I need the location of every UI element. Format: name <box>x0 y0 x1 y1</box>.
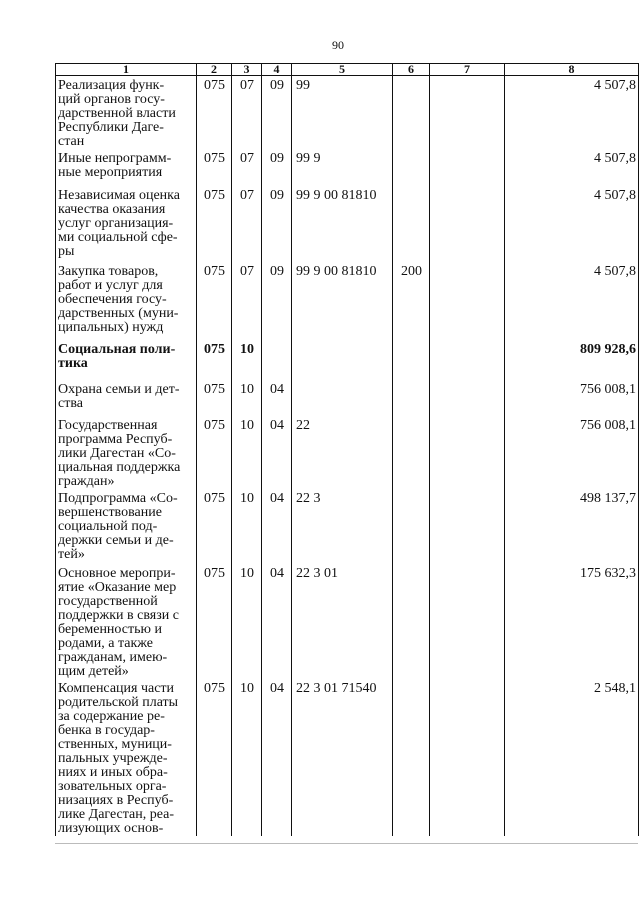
row-name-cell: Подпрограмма «Со- вершенствование социальной под- держки семьи и де- тей» <box>56 489 197 564</box>
code-cell-3: 07 <box>232 149 262 186</box>
code-cell-3: 10 <box>232 564 262 679</box>
table-row <box>56 380 639 416</box>
column-header: 1 <box>56 64 197 76</box>
code-cell-4: 04 <box>262 489 292 564</box>
row-name-cell: Охрана семьи и дет- ства <box>56 380 197 416</box>
code-cell-5 <box>292 380 393 416</box>
code-cell-7 <box>430 76 505 150</box>
row-name-cell: Компенсация части родительской платы за содержание ре- бенка в государ- ственных, муници- пальных учрежде- ниях и иных обра- зовательных орга- низациях в Респуб- лике Дагестан, реа- лизующих основ- <box>56 679 197 836</box>
code-cell-3: 10 <box>232 340 262 380</box>
code-cell-2: 075 <box>197 679 232 836</box>
code-cell-3: 07 <box>232 262 262 340</box>
table-row <box>56 149 639 186</box>
code-cell-7 <box>430 679 505 836</box>
column-header: 5 <box>292 64 393 76</box>
code-cell-4: 09 <box>262 149 292 186</box>
code-cell-2: 075 <box>197 489 232 564</box>
code-cell-5: 99 9 <box>292 149 393 186</box>
code-cell-3: 10 <box>232 489 262 564</box>
code-cell-4: 04 <box>262 564 292 679</box>
page-number: 90 <box>332 38 344 52</box>
code-cell-6 <box>393 416 430 489</box>
row-name-cell: Реализация функ- ций органов госу- дарственной власти Республики Даге- стан <box>56 76 197 150</box>
code-cell-6 <box>393 679 430 836</box>
amount-cell: 4 507,8 <box>505 76 639 150</box>
amount-cell: 809 928,6 <box>505 340 639 380</box>
code-cell-2: 075 <box>197 76 232 150</box>
code-cell-2: 075 <box>197 149 232 186</box>
code-cell-4 <box>262 340 292 380</box>
row-name-cell: Государственная программа Респуб- лики Дагестан «Со- циальная поддержка граждан» <box>56 416 197 489</box>
code-cell-6: 200 <box>393 262 430 340</box>
table-row <box>56 416 639 489</box>
code-cell-3: 07 <box>232 76 262 150</box>
code-cell-2: 075 <box>197 340 232 380</box>
code-cell-5: 99 9 00 81810 <box>292 186 393 262</box>
code-cell-2: 075 <box>197 380 232 416</box>
table-body <box>56 76 639 837</box>
row-name-cell: Закупка товаров, работ и услуг для обеспечения госу- дарственных (муни- ципальных) нужд <box>56 262 197 340</box>
column-header: 3 <box>232 64 262 76</box>
column-header: 6 <box>393 64 430 76</box>
amount-cell: 498 137,7 <box>505 489 639 564</box>
code-cell-5: 22 <box>292 416 393 489</box>
code-cell-6 <box>393 76 430 150</box>
code-cell-7 <box>430 564 505 679</box>
code-cell-5: 99 <box>292 76 393 150</box>
code-cell-5: 22 3 <box>292 489 393 564</box>
table-row <box>56 564 639 679</box>
amount-cell: 4 507,8 <box>505 149 639 186</box>
table-row <box>56 186 639 262</box>
code-cell-7 <box>430 149 505 186</box>
amount-cell: 175 632,3 <box>505 564 639 679</box>
table-row <box>56 679 639 836</box>
row-name-cell: Иные непрограмм- ные мероприятия <box>56 149 197 186</box>
code-cell-2: 075 <box>197 186 232 262</box>
code-cell-3: 07 <box>232 186 262 262</box>
row-name-cell: Основное меропри- ятие «Оказание мер государственной поддержки в связи с беременностью и родами, а также гражданам, имею- щим детей» <box>56 564 197 679</box>
column-header: 8 <box>505 64 639 76</box>
code-cell-5: 99 9 00 81810 <box>292 262 393 340</box>
code-cell-6 <box>393 186 430 262</box>
page-bottom-divider <box>55 843 638 844</box>
code-cell-3: 10 <box>232 679 262 836</box>
code-cell-4: 04 <box>262 416 292 489</box>
code-cell-5 <box>292 340 393 380</box>
amount-cell: 4 507,8 <box>505 186 639 262</box>
code-cell-7 <box>430 416 505 489</box>
code-cell-6 <box>393 564 430 679</box>
amount-cell: 756 008,1 <box>505 380 639 416</box>
code-cell-7 <box>430 340 505 380</box>
code-cell-7 <box>430 380 505 416</box>
code-cell-4: 04 <box>262 380 292 416</box>
code-cell-2: 075 <box>197 262 232 340</box>
header-row <box>56 64 639 76</box>
code-cell-4: 09 <box>262 76 292 150</box>
row-name-cell: Социальная поли- тика <box>56 340 197 380</box>
column-header: 2 <box>197 64 232 76</box>
budget-table <box>55 63 639 836</box>
amount-cell: 2 548,1 <box>505 679 639 836</box>
code-cell-7 <box>430 186 505 262</box>
code-cell-6 <box>393 489 430 564</box>
table-row <box>56 340 639 380</box>
code-cell-6 <box>393 340 430 380</box>
code-cell-4: 09 <box>262 186 292 262</box>
table-row <box>56 489 639 564</box>
code-cell-7 <box>430 489 505 564</box>
code-cell-7 <box>430 262 505 340</box>
code-cell-5: 22 3 01 71540 <box>292 679 393 836</box>
table-row <box>56 76 639 150</box>
code-cell-3: 10 <box>232 380 262 416</box>
code-cell-6 <box>393 380 430 416</box>
code-cell-2: 075 <box>197 416 232 489</box>
row-name-cell: Независимая оценка качества оказания услуг организация- ми социальной сфе- ры <box>56 186 197 262</box>
code-cell-3: 10 <box>232 416 262 489</box>
code-cell-5: 22 3 01 <box>292 564 393 679</box>
table-row <box>56 262 639 340</box>
code-cell-6 <box>393 149 430 186</box>
code-cell-4: 09 <box>262 262 292 340</box>
code-cell-4: 04 <box>262 679 292 836</box>
amount-cell: 756 008,1 <box>505 416 639 489</box>
column-header: 4 <box>262 64 292 76</box>
code-cell-2: 075 <box>197 564 232 679</box>
column-header: 7 <box>430 64 505 76</box>
amount-cell: 4 507,8 <box>505 262 639 340</box>
